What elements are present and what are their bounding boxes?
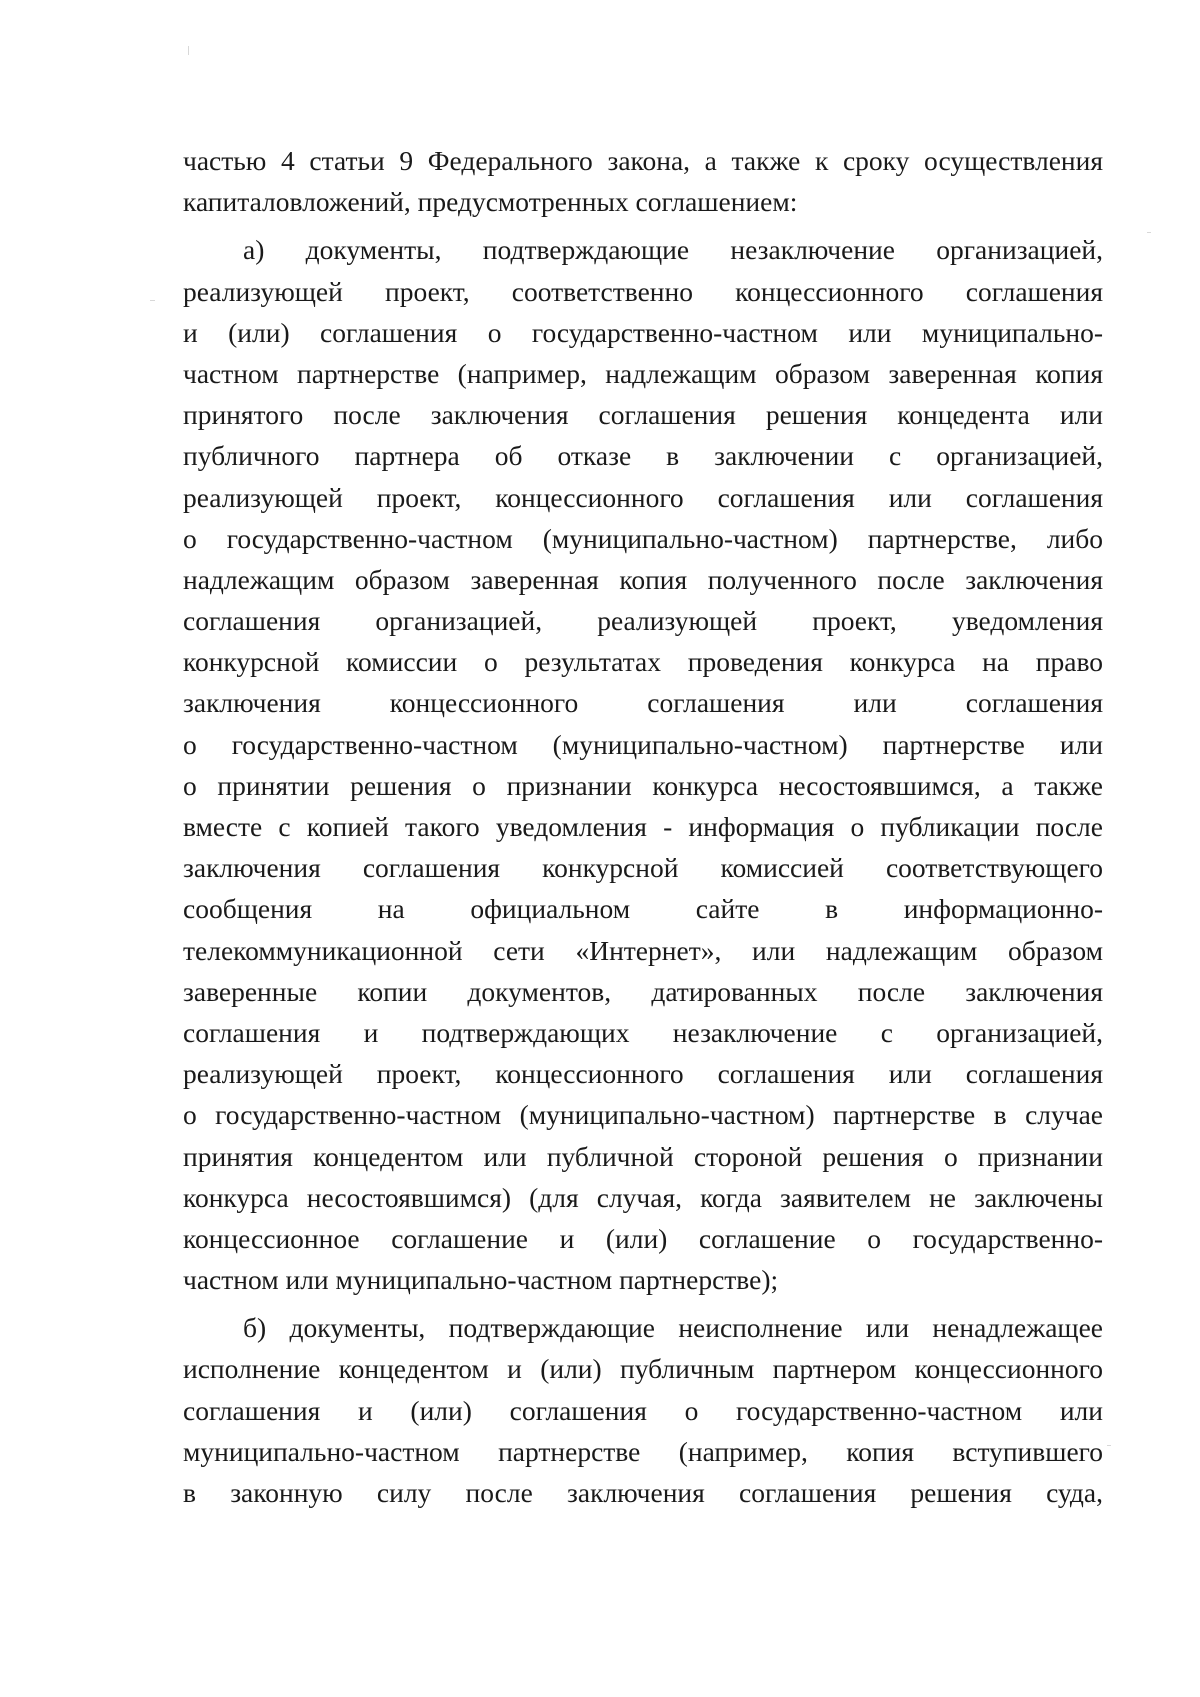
- text-line: а) документы, подтверждающие незаключение организацией,: [243, 234, 1103, 266]
- text-line: телекоммуникационной сети «Интернет», или надлежащим образом: [183, 934, 1103, 966]
- text-line: частью 4 статьи 9 Федерального закона, а также к сроку осуществления: [183, 145, 1103, 176]
- text-line: частном партнерстве (например, надлежащим образом заверенная копия: [183, 357, 1103, 389]
- text-line: и (или) соглашения о государственно-частном или муниципально-: [183, 316, 1103, 348]
- scan-artifact: [1147, 232, 1151, 233]
- text-line: о государственно-частном (муниципально-частном) партнерстве или: [183, 728, 1103, 760]
- text-line: муниципально-частном партнерстве (например, копия вступившего: [183, 1435, 1103, 1467]
- text-line: о государственно-частном (муниципально-частном) партнерстве в случае: [183, 1099, 1103, 1131]
- paragraph-gap: [183, 1300, 1103, 1307]
- scan-artifact: [188, 46, 189, 55]
- text-line: заключения концессионного соглашения или соглашения: [183, 687, 1103, 719]
- text-line: б) документы, подтверждающие неисполнение или ненадлежащее: [243, 1312, 1103, 1344]
- text-line: соглашения организацией, реализующей проект, уведомления: [183, 605, 1103, 637]
- text-line: конкурса несостоявшимся) (для случая, когда заявителем не заключены: [183, 1181, 1103, 1213]
- text-line: принятия концедентом или публичной стороной решения о признании: [183, 1140, 1103, 1172]
- text-line: принятого после заключения соглашения решения концедента или: [183, 399, 1103, 431]
- text-line: концессионное соглашение и (или) соглашение о государственно-: [183, 1222, 1103, 1254]
- text-line: в законную силу после заключения соглашения решения суда,: [183, 1477, 1103, 1508]
- paragraph: [183, 1307, 1103, 1513]
- text-line: соглашения и (или) соглашения о государственно-частном или: [183, 1394, 1103, 1426]
- text-line: капиталовложений, предусмотренных соглашением:: [183, 186, 798, 218]
- text-line: вместе с копией такого уведомления - информация о публикации после: [183, 811, 1103, 842]
- text-line: о принятии решения о признании конкурса несостоявшимся, а также: [183, 769, 1103, 801]
- scan-artifact: [1107, 1445, 1111, 1446]
- text-line: исполнение концедентом и (или) публичным партнером концессионного: [183, 1353, 1103, 1385]
- paragraph-gap: [183, 222, 1103, 229]
- text-line: соглашения и подтверждающих незаключение с организацией,: [183, 1016, 1103, 1048]
- text-line: заверенные копии документов, датированных после заключения: [183, 975, 1103, 1007]
- paragraph: [183, 140, 1103, 222]
- text-line: заключения соглашения конкурсной комиссией соответствующего: [183, 852, 1103, 884]
- text-line: частном или муниципально-частном партнерстве);: [183, 1264, 779, 1296]
- text-line: публичного партнера об отказе в заключении с организацией,: [183, 440, 1103, 472]
- text-line: о государственно-частном (муниципально-частном) партнерстве, либо: [183, 522, 1103, 554]
- scan-artifact: [150, 300, 155, 301]
- text-line: надлежащим образом заверенная копия полученного после заключения: [183, 563, 1103, 595]
- paragraph: [183, 229, 1103, 1300]
- text-line: реализующей проект, соответственно концессионного соглашения: [183, 275, 1103, 307]
- text-line: сообщения на официальном сайте в информационно-: [183, 893, 1103, 925]
- text-line: реализующей проект, концессионного соглашения или соглашения: [183, 481, 1103, 513]
- text-line: конкурсной комиссии о результатах проведения конкурса на право: [183, 646, 1103, 678]
- text-line: реализующей проект, концессионного соглашения или соглашения: [183, 1058, 1103, 1090]
- document-body: [183, 140, 1103, 1513]
